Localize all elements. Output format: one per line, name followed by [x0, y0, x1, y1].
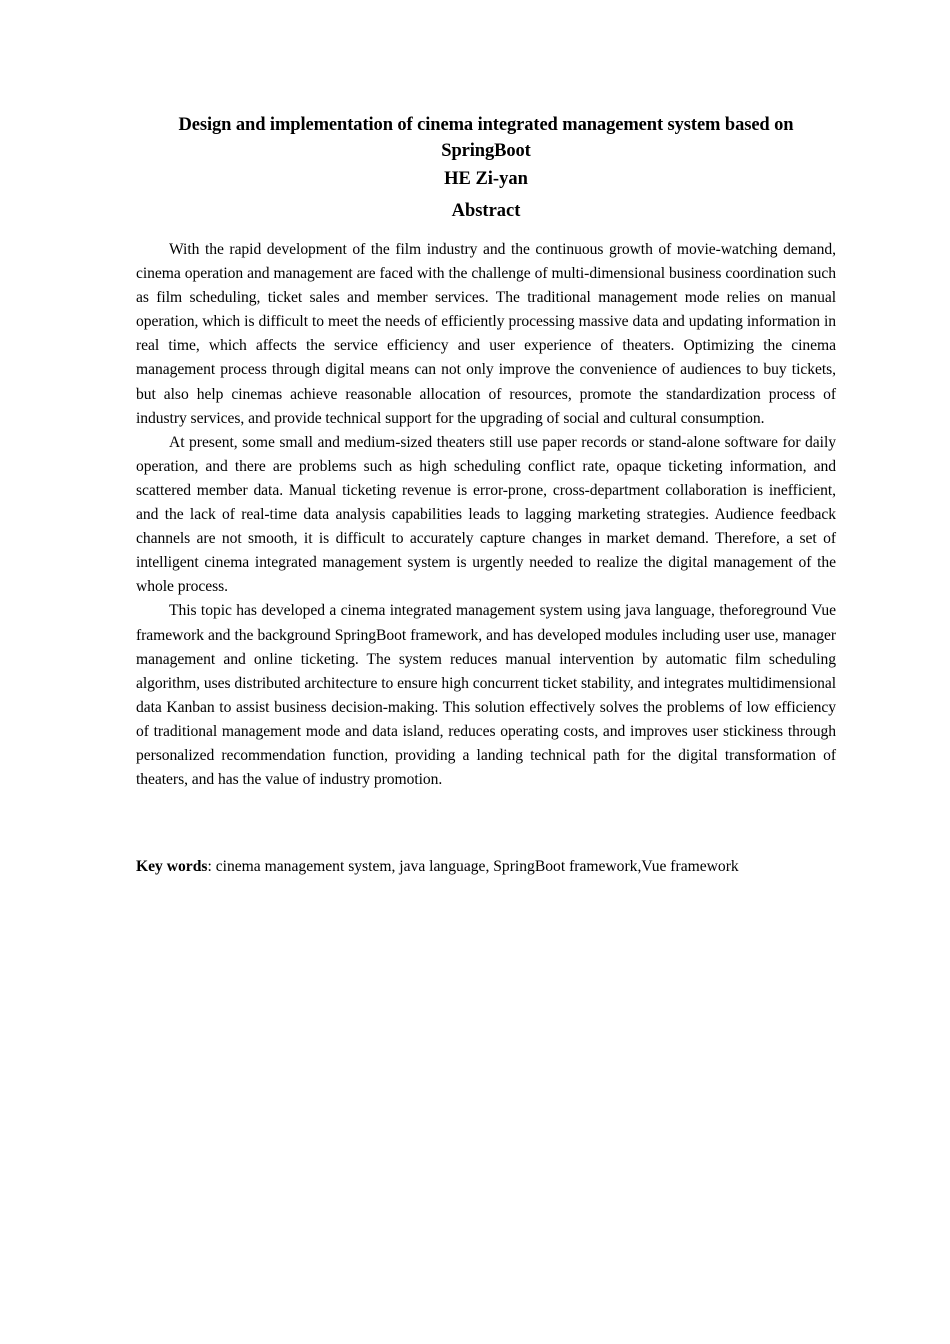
- author-name: HE Zi-yan: [444, 169, 528, 189]
- abstract-heading: Abstract: [451, 201, 521, 221]
- abstract-paragraph-3: This topic has developed a cinema integrated management system using java language, theforeground Vue framework and the background SpringBoot framework, and has developed modules including user use, manager management and online ticketing. The system reduces manual intervention by automatic film scheduling algorithm, uses distributed architecture to ensure high concurrent ticket stability, and integrates multidimensional data Kanban to assist business decision-making. This solution effectively solves the problems of low efficiency of traditional management mode and data island, reduces operating costs, and improves user stickiness through personalized recommendation function, providing a landing technical path for the digital transformation of theaters, and has the value of industry promotion.: [136, 602, 836, 789]
- keywords-separator: :: [207, 858, 216, 876]
- keywords-label: Key words: [136, 858, 208, 876]
- keywords-value: cinema management system, java language, SpringBoot framework,Vue framework: [215, 858, 739, 876]
- paper-title: Design and implementation of cinema integrated management system based on SpringBoot: [178, 115, 794, 161]
- paper-page: [136, 112, 836, 879]
- keywords-line: [136, 855, 836, 879]
- abstract-body: [136, 238, 836, 792]
- abstract-paragraph-2: At present, some small and medium-sized theaters still use paper records or stand-alone software for daily operation, and there are problems such as high scheduling conflict rate, opaque ticketing information, and scattered member data. Manual ticketing revenue is error-prone, cross-department collaboration is inefficient, and the lack of real-time data analysis capabilities leads to lagging marketing strategies. Audience feedback channels are not smooth, it is difficult to accurately capture changes in market demand. Therefore, a set of intelligent cinema integrated management system is urgently needed to realize the digital management of the whole process.: [136, 433, 836, 596]
- abstract-paragraph-1: With the rapid development of the film industry and the continuous growth of movie-watching demand, cinema operation and management are faced with the challenge of multi-dimensional business coordination such as film scheduling, ticket sales and member services. The traditional management mode relies on manual operation, which is difficult to meet the needs of efficiently processing massive data and updating information in real time, which affects the service efficiency and user experience of theaters. Optimizing the cinema management process through digital means can not only improve the convenience of audiences to buy tickets, but also help cinemas achieve reasonable allocation of resources, promote the standardization process of industry services, and provide technical support for the upgrading of social and cultural consumption.: [136, 241, 836, 427]
